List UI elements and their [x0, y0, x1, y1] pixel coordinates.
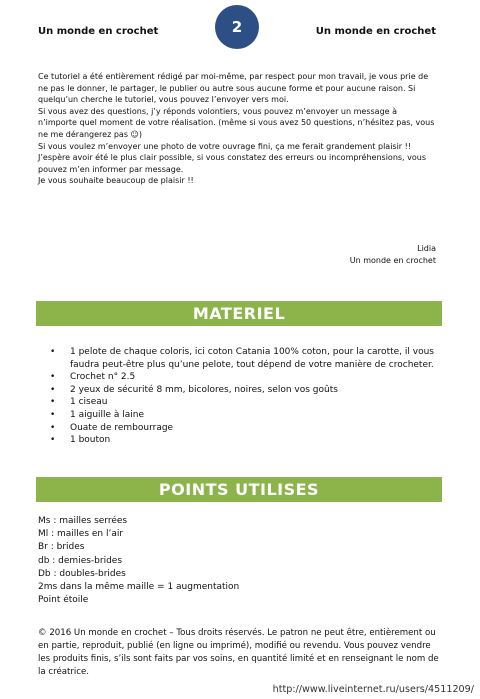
list-item: • Ouate de rembourrage — [44, 422, 440, 435]
list-item: Db : doubles-brides — [38, 568, 126, 579]
copyright-notice: © 2016 Un monde en crochet – Tous droits réservés. Le patron ne peut être, entièrement ou en partie, reproduit, publié (en ligne ou imprimé), modifié ou revendu. Vous pouvez vendre les produits finis, s’ils sont faits par vos soins, en quantité limité et en renseignant le nom de la créatrice. — [38, 628, 439, 677]
list-item: • 1 bouton — [44, 434, 440, 447]
materiel-list — [44, 346, 440, 447]
list-item: • 2 yeux de sécurité 8 mm, bicolores, noires, selon vos goûts — [44, 384, 440, 397]
signature — [350, 243, 436, 268]
list-item: Br : brides — [38, 542, 85, 553]
list-item: 2ms dans la même maille = 1 augmentation — [38, 582, 240, 593]
list-item: • 1 aiguille à laine — [44, 409, 440, 422]
list-item: Ms : mailles serrées — [38, 516, 128, 526]
intro-text — [38, 71, 438, 187]
list-item: Point étoile — [38, 595, 89, 606]
list-item: • Crochet n° 2.5 — [44, 371, 440, 384]
page-number-badge: 2 — [215, 5, 259, 49]
points-heading: POINTS UTILISES — [36, 477, 442, 502]
watermark-url: http://www.liveinternet.ru/users/4511209/ — [272, 684, 474, 695]
header-right-title: Un monde en crochet — [315, 26, 436, 37]
signature-brand: Un monde en crochet — [349, 256, 436, 266]
list-item: • 1 ciseau — [44, 396, 440, 409]
intro-paragraph: Si vous voulez m’envoyer une photo de votre ouvrage fini, ça me ferait grandement plaisir !! — [38, 141, 412, 151]
header-left-title: Un monde en crochet — [38, 26, 159, 37]
signature-name: Lidia — [417, 244, 436, 253]
list-item: Ml : mailles en l’air — [38, 529, 124, 540]
list-item: • 1 pelote de chaque coloris, ici coton Catania 100% coton, pour la carotte, il vous faudra peut-être plus qu’une pelote, tout dépend de votre manière de crocheter. — [44, 346, 440, 371]
intro-paragraph: Si vous avez des questions, j’y réponds volontiers, vous pouvez m’envoyer un message à n’importe quel moment de votre réalisation. (même si vous avez 50 questions, n’hésitez pas, vous ne me dérangerez pas ☺) — [38, 106, 435, 139]
intro-paragraph: Ce tutoriel a été entièrement rédigé par moi-même, par respect pour mon travail, je vous prie de ne pas le donner, le partager, le publier ou autre sous aucune forme et pour aucune raison. Si quelqu’un cherche le tutoriel, vous pouvez l’envoyer vers moi. — [38, 72, 429, 105]
list-item: db : demies-brides — [38, 555, 123, 566]
intro-paragraph: J’espère avoir été le plus clair possible, si vous constatez des erreurs ou incompréhensions, vous pouvez m’en informer par message. — [38, 153, 427, 174]
intro-paragraph: Je vous souhaite beaucoup de plaisir !! — [38, 176, 194, 186]
points-list — [38, 515, 239, 607]
materiel-heading: MATERIEL — [36, 301, 442, 326]
